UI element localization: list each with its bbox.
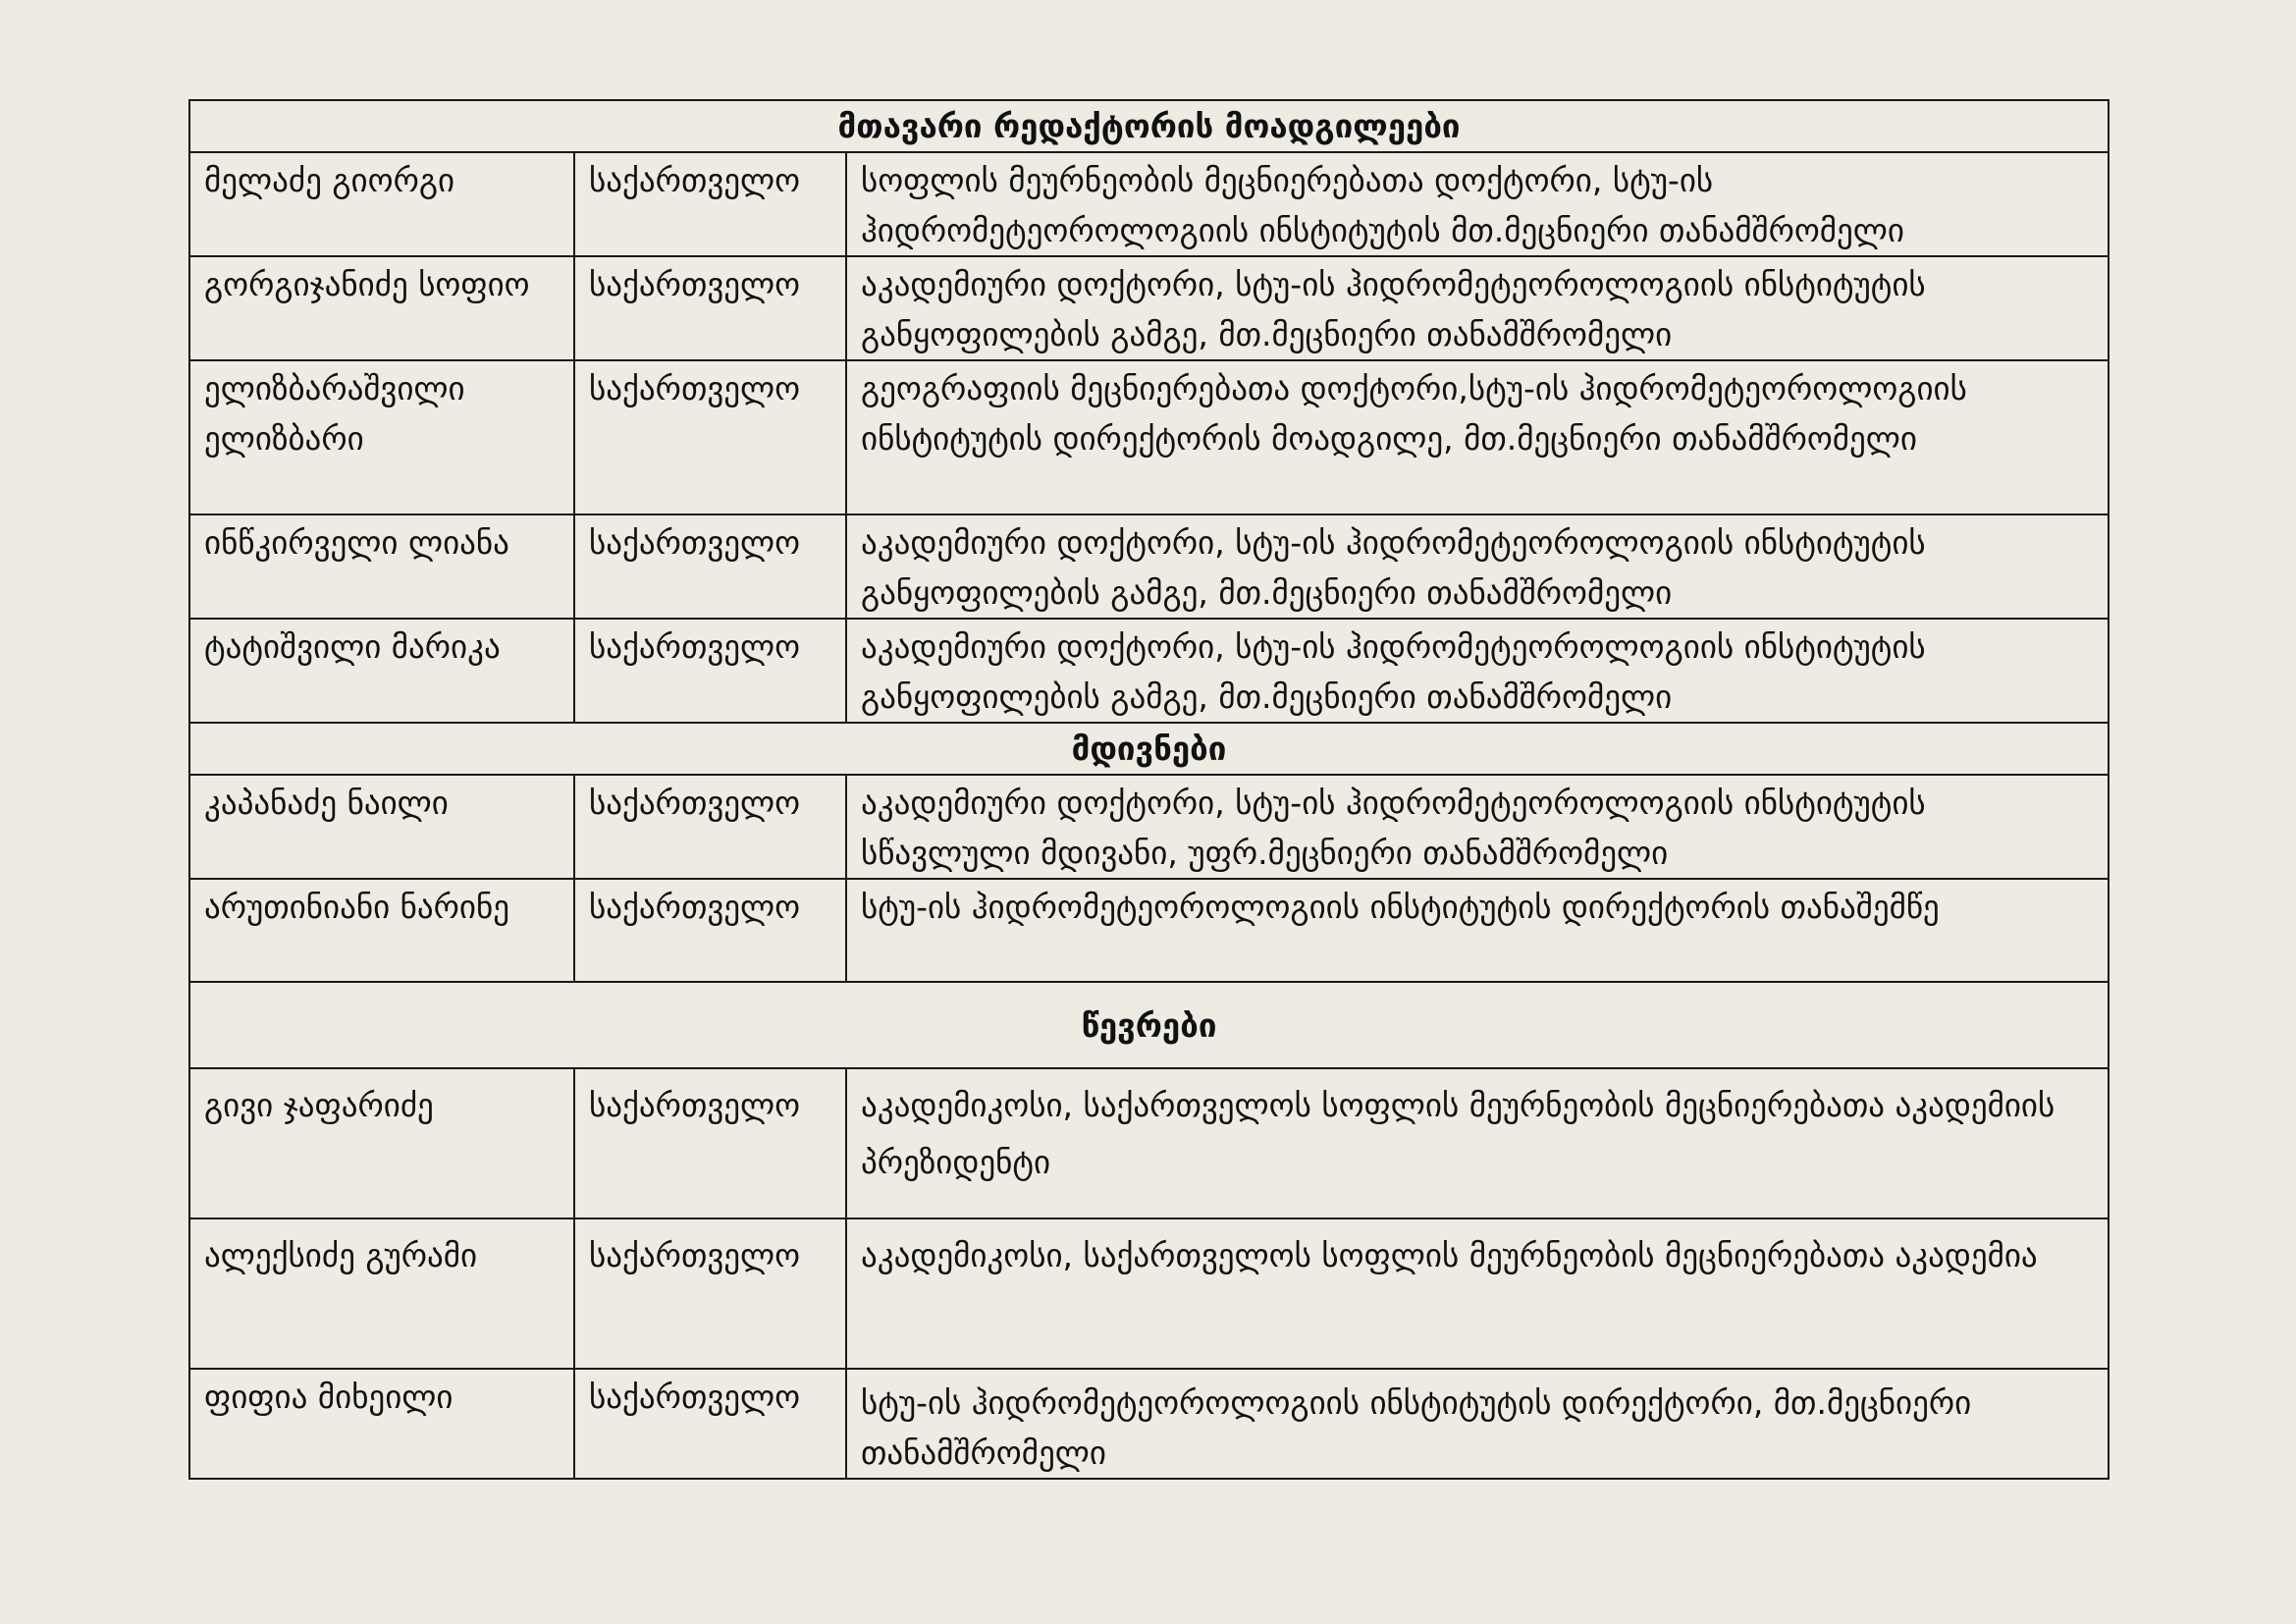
member-role: აკადემიური დოქტორი, სტუ-ის ჰიდრომეტეოროლოგიის ინსტიტუტის განყოფილების გამგე, მთ.მეცნიერი თანამშრომელი — [846, 619, 2109, 723]
member-role: აკადემიური დოქტორი, სტუ-ის ჰიდრომეტეოროლოგიის ინსტიტუტის განყოფილების გამგე, მთ.მეცნიერი თანამშრომელი — [846, 256, 2109, 360]
table-row — [189, 619, 2109, 723]
member-country: საქართველო — [574, 775, 846, 879]
member-country: საქართველო — [574, 1218, 846, 1369]
member-country: საქართველო — [574, 256, 846, 360]
table-row — [189, 1369, 2109, 1479]
member-country: საქართველო — [574, 152, 846, 256]
section-heading-row — [189, 982, 2109, 1068]
table-row — [189, 879, 2109, 982]
member-country: საქართველო — [574, 1068, 846, 1218]
member-role: სტუ-ის ჰიდრომეტეოროლოგიის ინსტიტუტის დირექტორის თანაშემწე — [846, 879, 2109, 982]
table-row — [189, 1068, 2109, 1218]
member-name: გივი ჯაფარიძე — [189, 1068, 574, 1218]
member-role: სტუ-ის ჰიდრომეტეოროლოგიის ინსტიტუტის დირექტორი, მთ.მეცნიერი თანამშრომელი — [846, 1369, 2109, 1479]
member-role: აკადემიკოსი, საქართველოს სოფლის მეურნეობის მეცნიერებათა აკადემია — [846, 1218, 2109, 1369]
member-name: მელაძე გიორგი — [189, 152, 574, 256]
member-country: საქართველო — [574, 619, 846, 723]
section-heading-row — [189, 723, 2109, 775]
table-row — [189, 775, 2109, 879]
section-heading-deputy-editors: მთავარი რედაქტორის მოადგილეები — [189, 100, 2109, 152]
member-name: გორგიჯანიძე სოფიო — [189, 256, 574, 360]
member-name: კაპანაძე ნაილი — [189, 775, 574, 879]
member-role: აკადემიური დოქტორი, სტუ-ის ჰიდრომეტეოროლოგიის ინსტიტუტის სწავლული მდივანი, უფრ.მეცნიერი თანამშრომელი — [846, 775, 2109, 879]
member-country: საქართველო — [574, 360, 846, 514]
member-name: ალექსიძე გურამი — [189, 1218, 574, 1369]
member-name: ფიფია მიხეილი — [189, 1369, 574, 1479]
member-name: ინწკირველი ლიანა — [189, 514, 574, 619]
member-name: ტატიშვილი მარიკა — [189, 619, 574, 723]
member-role: აკადემიკოსი, საქართველოს სოფლის მეურნეობის მეცნიერებათა აკადემიის პრეზიდენტი — [846, 1068, 2109, 1218]
member-name: ელიზბარაშვილი ელიზბარი — [189, 360, 574, 514]
member-country: საქართველო — [574, 879, 846, 982]
member-role: აკადემიური დოქტორი, სტუ-ის ჰიდრომეტეოროლოგიის ინსტიტუტის განყოფილების გამგე, მთ.მეცნიერი თანამშრომელი — [846, 514, 2109, 619]
table-row — [189, 360, 2109, 514]
member-role: გეოგრაფიის მეცნიერებათა დოქტორი,სტუ-ის ჰიდრომეტეოროლოგიის ინსტიტუტის დირექტორის მოადგილე, მთ.მეცნიერი თანამშრომელი — [846, 360, 2109, 514]
member-country: საქართველო — [574, 1369, 846, 1479]
editorial-board-table — [188, 99, 2109, 1480]
table-row — [189, 256, 2109, 360]
table-row — [189, 1218, 2109, 1369]
member-name: არუთინიანი ნარინე — [189, 879, 574, 982]
table-row — [189, 152, 2109, 256]
table-row — [189, 514, 2109, 619]
member-country: საქართველო — [574, 514, 846, 619]
member-role: სოფლის მეურნეობის მეცნიერებათა დოქტორი, სტუ-ის ჰიდრომეტეოროლოგიის ინსტიტუტის მთ.მეცნიერი თანამშრომელი — [846, 152, 2109, 256]
section-heading-row — [189, 100, 2109, 152]
section-heading-members-text: წევრები — [1081, 1005, 1217, 1045]
section-heading-secretaries: მდივნები — [189, 723, 2109, 775]
section-heading-members — [189, 982, 2109, 1068]
